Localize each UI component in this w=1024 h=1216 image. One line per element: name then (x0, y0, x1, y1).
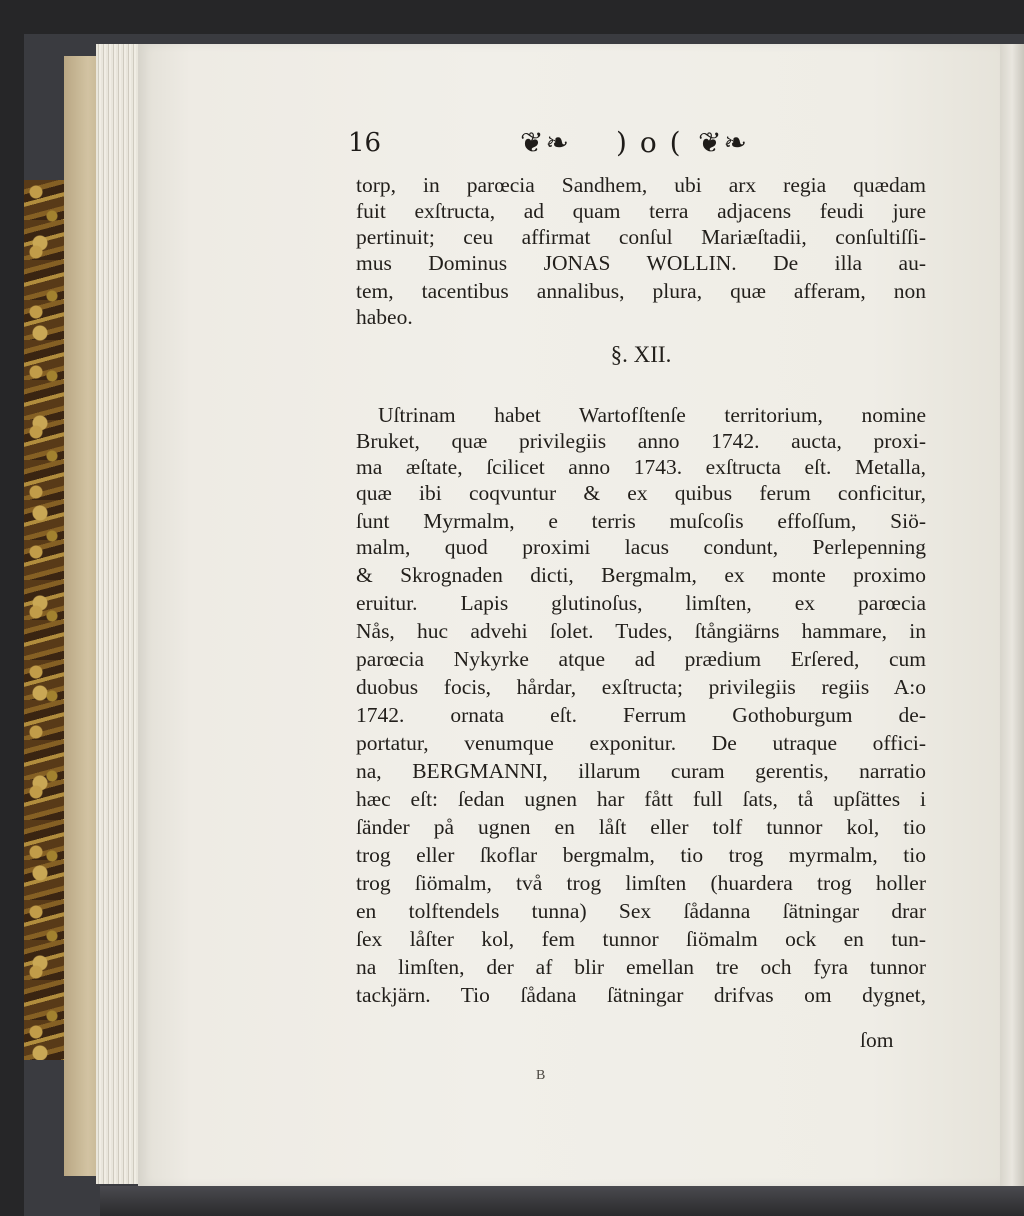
text-line: ſänder på ugnen en låſt eller tolf tunnor kol, tio (356, 815, 926, 839)
header-ornament-left: ❦❧ (520, 126, 571, 159)
text-line: duobus focis, hårdar, exſtructa; privilegiis regiis A:o (356, 675, 926, 699)
section-heading: §. XII. (610, 342, 672, 367)
bottom-shadow (100, 1186, 1024, 1216)
text-line: pertinuit; ceu affirmat conſul Mariæſtadii, conſultiſſi- (356, 225, 926, 249)
text-line: parœcia Nykyrke atque ad prædium Erſered, cum (356, 647, 926, 671)
text-line: habeo. (356, 305, 413, 329)
text-line: portatur, venumque exponitur. De utraque offici- (356, 731, 926, 755)
text-line: tem, tacentibus annalibus, plura, quæ afferam, non (356, 279, 926, 303)
text-line: tackjärn. Tio ſådana ſätningar drifvas om dygnet, (356, 983, 926, 1007)
header-ornament-right: ❦❧ (698, 126, 749, 159)
text-line: en tolftendels tunna) Sex ſådanna ſätningar drar (356, 899, 926, 923)
text-line: malm, quod proximi lacus condunt, Perlepenning (356, 535, 926, 559)
catchword: ſom (860, 1028, 894, 1052)
text-line: quæ ibi coqvuntur & ex quibus ferum conficitur, (356, 481, 926, 505)
text-line: Nås, huc advehi ſolet. Tudes, ſtångiärns hammare, in (356, 619, 926, 643)
page-fore-edge (1000, 44, 1024, 1186)
text-line: ſex låſter kol, fem tunnor ſiömalm ock en tun- (356, 927, 926, 951)
text-line: ſunt Myrmalm, e terris muſcoſis effoſſum, Siö- (356, 509, 926, 533)
text-line: torp, in parœcia Sandhem, ubi arx regia quædam (356, 173, 926, 197)
text-line: & Skrognaden dicti, Bergmalm, ex monte proximo (356, 563, 926, 587)
page-number: 16 (348, 128, 382, 158)
text-line: na limſten, der af blir emellan tre och fyra tunnor (356, 955, 926, 979)
text-line: eruitur. Lapis glutinoſus, limſten, ex parœcia (356, 591, 926, 615)
text-line: Uſtrinam habet Wartofſtenſe territorium, nomine (378, 403, 926, 427)
text-line: hæc eſt: ſedan ugnen har fått full ſats, tå upſättes i (356, 787, 926, 811)
signature-mark: B (536, 1068, 546, 1083)
text-line: ma æſtate, ſcilicet anno 1743. exſtructa eſt. Metalla, (356, 455, 926, 479)
running-header (348, 126, 928, 166)
text-line: mus Dominus JONAS WOLLIN. De illa au- (356, 251, 926, 275)
text-line: trog ſiömalm, två trog limſten (huardera trog holler (356, 871, 926, 895)
header-ornament-mid: ) o ( (616, 126, 683, 159)
text-line: 1742. ornata eſt. Ferrum Gothoburgum de- (356, 703, 926, 727)
text-line: Bruket, quæ privilegiis anno 1742. aucta, proxi- (356, 429, 926, 453)
marbled-spine (24, 180, 64, 1060)
text-line: na, BERGMANNI, illarum curam gerentis, narratio (356, 759, 926, 783)
text-line: fuit exſtructa, ad quam terra adjacens feudi jure (356, 199, 926, 223)
text-line: trog eller ſkoflar bergmalm, tio trog myrmalm, tio (356, 843, 926, 867)
